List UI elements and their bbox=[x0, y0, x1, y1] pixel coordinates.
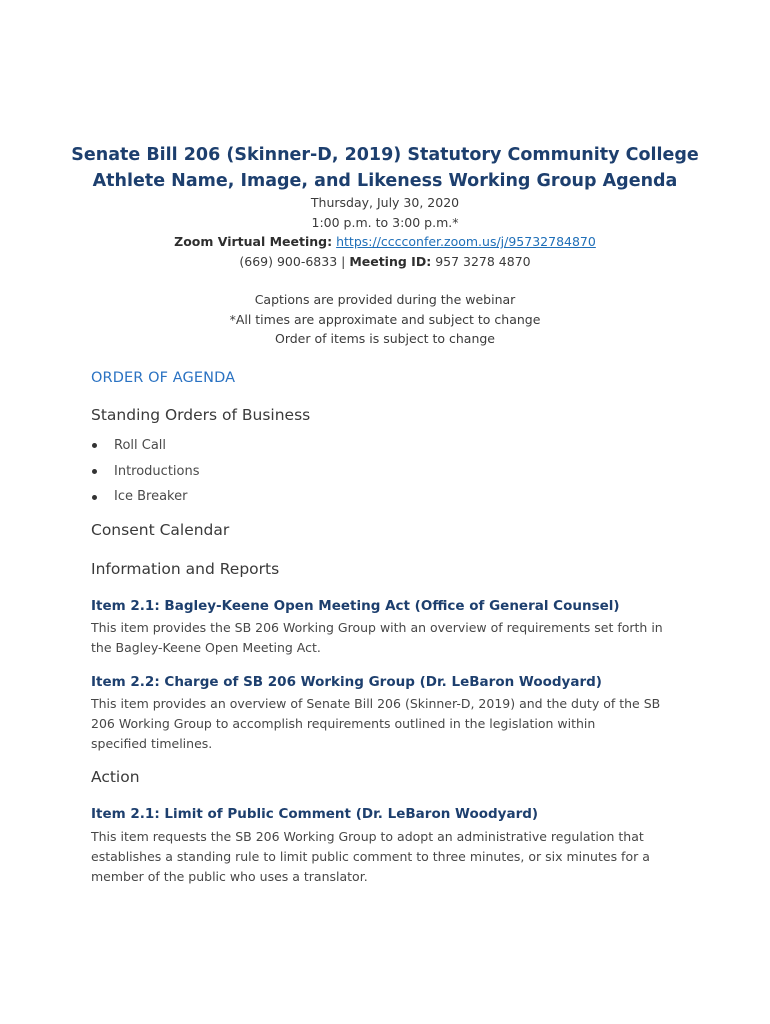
description-line: This item provides the SB 206 Working Group with an overview of requirements set forth in bbox=[91, 620, 663, 635]
bullet-icon bbox=[92, 443, 97, 448]
list-item-label: Ice Breaker bbox=[114, 489, 188, 505]
standing-orders-heading: Standing Orders of Business bbox=[91, 406, 311, 424]
description-line: This item provides an overview of Senate Bill 206 (Skinner-D, 2019) and the duty of the SB bbox=[91, 696, 661, 711]
phone-number: (669) 900-6833 | bbox=[239, 253, 346, 269]
list-item bbox=[91, 459, 200, 485]
list-item-label: Roll Call bbox=[114, 437, 167, 453]
consent-calendar-heading: Consent Calendar bbox=[91, 521, 230, 539]
description-line: establishes a standing rule to limit public comment to three minutes, or six minutes for a bbox=[91, 849, 650, 864]
action-heading: Action bbox=[91, 768, 140, 786]
title-line-2: Athlete Name, Image, and Likeness Working Group Agenda bbox=[92, 171, 678, 191]
list-item bbox=[91, 484, 200, 510]
info-item-2-2-title: Item 2.2: Charge of SB 206 Working Group (Dr. LeBaron Woodyard) bbox=[91, 674, 602, 690]
description-line: member of the public who uses a translator. bbox=[91, 869, 368, 884]
description-line: the Bagley-Keene Open Meeting Act. bbox=[91, 640, 321, 655]
zoom-link[interactable]: https://cccconfer.zoom.us/j/95732784870 bbox=[336, 234, 596, 249]
list-item bbox=[91, 433, 200, 459]
info-item-2-1-title: Item 2.1: Bagley-Keene Open Meeting Act (Office of General Counsel) bbox=[91, 598, 620, 614]
order-of-agenda-heading: ORDER OF AGENDA bbox=[91, 370, 236, 386]
action-item-2-1-title: Item 2.1: Limit of Public Comment (Dr. LeBaron Woodyard) bbox=[91, 806, 539, 822]
zoom-label: Zoom Virtual Meeting: bbox=[174, 234, 333, 249]
meeting-time: 1:00 p.m. to 3:00 p.m.* bbox=[311, 214, 459, 230]
description-line: specified timelines. bbox=[91, 736, 213, 751]
meeting-id-label: Meeting ID: bbox=[349, 253, 432, 269]
meeting-details bbox=[60, 193, 710, 271]
meeting-notes bbox=[60, 290, 710, 349]
bullet-icon bbox=[92, 495, 97, 500]
meeting-id-value: 957 3278 4870 bbox=[435, 253, 531, 269]
action-item-2-1-description bbox=[91, 827, 691, 887]
information-reports-heading: Information and Reports bbox=[91, 560, 280, 578]
note-captions: Captions are provided during the webinar bbox=[254, 292, 516, 307]
list-item-label: Introductions bbox=[114, 463, 200, 479]
description-line: This item requests the SB 206 Working Group to adopt an administrative regulation that bbox=[91, 829, 644, 844]
agenda-title bbox=[60, 142, 710, 194]
note-times: *All times are approximate and subject to change bbox=[229, 311, 541, 327]
bullet-icon bbox=[92, 469, 97, 474]
standing-orders-list bbox=[91, 433, 200, 510]
description-line: 206 Working Group to accomplish requirements outlined in the legislation within bbox=[91, 716, 596, 731]
meeting-date: Thursday, July 30, 2020 bbox=[310, 195, 460, 210]
info-item-2-1-description bbox=[91, 618, 691, 658]
title-line-1: Senate Bill 206 (Skinner-D, 2019) Statutory Community College bbox=[71, 145, 699, 165]
zoom-line bbox=[60, 232, 710, 252]
phone-line bbox=[60, 252, 710, 272]
note-order: Order of items is subject to change bbox=[274, 331, 495, 346]
info-item-2-2-description bbox=[91, 694, 691, 754]
